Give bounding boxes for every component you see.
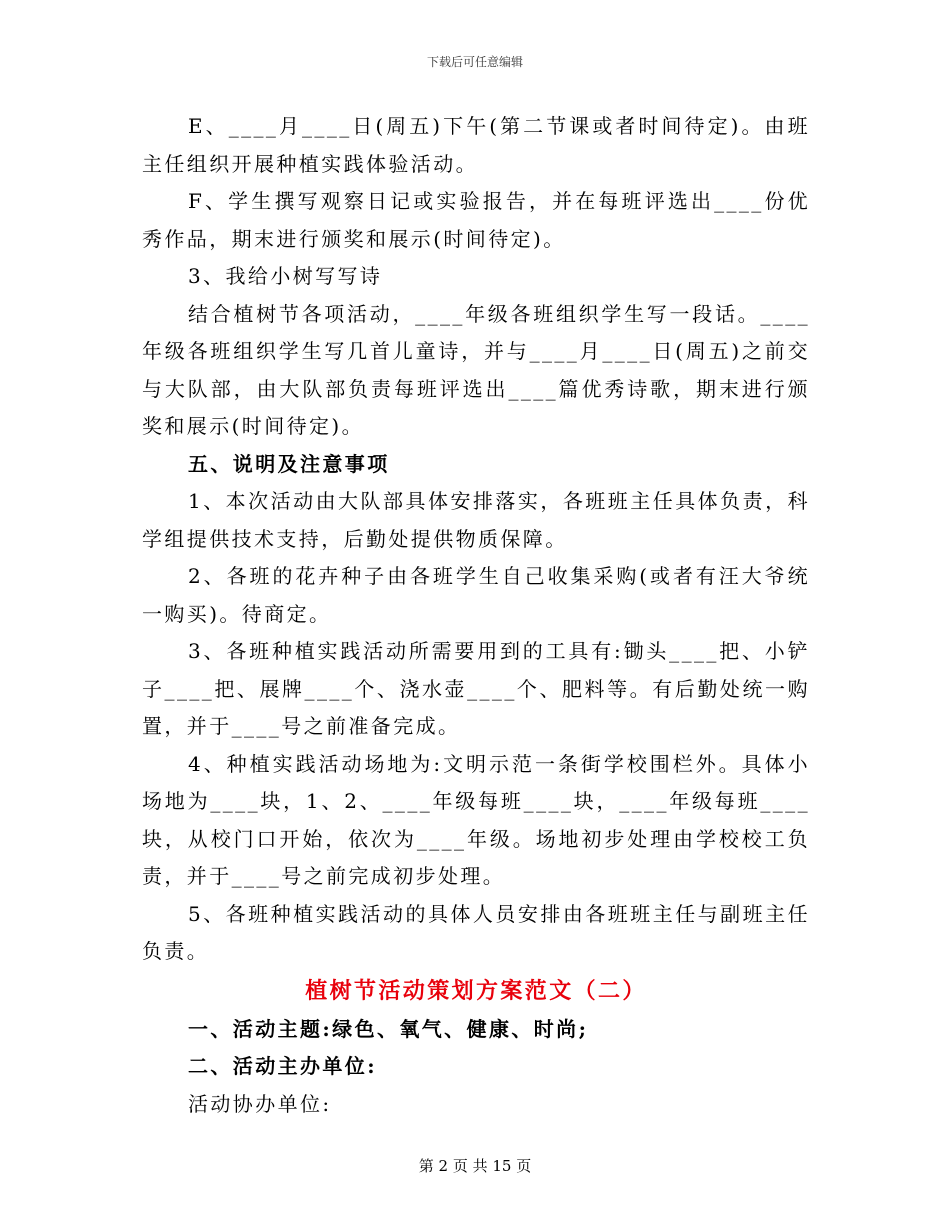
- paragraph-f: F、学生撰写观察日记或实验报告，并在每班评选出____份优秀作品，期末进行颁奖和展示(时间待定)。: [142, 189, 810, 251]
- page-header: 下载后可任意编辑: [426, 55, 523, 69]
- page-footer: 第 2 页 共 15 页: [418, 1157, 532, 1175]
- paragraph-note-5: 5、各班种植实践活动的具体人员安排由各班班主任与副班主任负责。: [142, 901, 810, 963]
- paragraph-note-4: 4、种植实践活动场地为:文明示范一条街学校围栏外。具体小场地为____块，1、2、____年级每班____块，____年级每班____块，从校门口开始，依次为____年级。场地初步处理由学校校工负责，并于____号之前完成初步处理。: [142, 751, 810, 888]
- paragraph-note-1: 1、本次活动由大队部具体安排落实，各班班主任具体负责，科学组提供技术支持，后勤处提供物质保障。: [142, 489, 810, 551]
- paragraph-note-3: 3、各班种植实践活动所需要用到的工具有:锄头____把、小铲子____把、展牌____个、浇水壶____个、肥料等。有后勤处统一购置，并于____号之前准备完成。: [142, 639, 810, 738]
- paragraph-note-2: 2、各班的花卉种子由各班学生自己收集采购(或者有汪大爷统一购买)。待商定。: [142, 564, 810, 626]
- section-heading-notes: 五、说明及注意事项: [188, 451, 390, 476]
- paragraph-e: E、____月____日(周五)下午(第二节课或者时间待定)。由班主任组织开展种植实践体验活动。: [142, 114, 810, 176]
- paragraph-poem-heading: 3、我给小树写写诗: [188, 264, 383, 288]
- section-title: 植树节活动策划方案范文（二）: [305, 977, 647, 1004]
- document-body: [142, 108, 810, 1123]
- heading-theme: 一、活动主题:绿色、氧气、健康、时尚;: [188, 1016, 589, 1041]
- heading-organizer: 二、活动主办单位:: [188, 1054, 377, 1078]
- paragraph-co-organizer: 活动协办单位:: [188, 1091, 332, 1116]
- paragraph-poem-body: 结合植树节各项活动，____年级各班组织学生写一段话。____年级各班组织学生写几首儿童诗，并与____月____日(周五)之前交与大队部，由大队部负责每班评选出____篇优秀诗歌，期末进行颁奖和展示(时间待定)。: [142, 301, 810, 438]
